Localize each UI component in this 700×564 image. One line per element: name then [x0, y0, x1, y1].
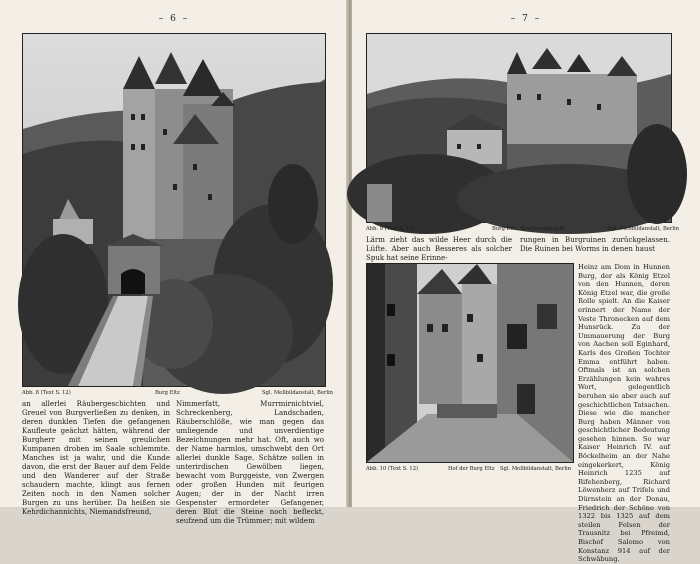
text-top-right: [520, 235, 670, 253]
text-column-2-paragraph: Nimmerfatt, Murrmirnichtviel, Schreckenberg, Landschaden, Räuberschlöße, wie man gegen das umliegende und unverdientige Bezeichnungen mehr hat. Oft, auch wo der Name harmlos, umschwebt den Ort allerlei dunkle Sage. Schätze sollen in unterirdischen Gewölben liegen, bewacht vom Burggeiste, von Zwergen oder großen Hunden mit feurigen Augen; der in der Nacht irren Gespenster ermordeter Gefangener, deren Blut die Steine noch befleckt, seufzend um die Trümmer; mit wildem: [176, 399, 324, 525]
text-top-left: [366, 235, 512, 262]
page-number: – 6 –: [158, 14, 190, 24]
figure-top-caption-number: Abb. 9 (Text S. 12): [366, 226, 415, 232]
text-column-1-paragraph: an allerlei Räubergeschichten und Greuel von Burgverließen zu denken, in deren dunklen Tiefen die gefangenen Kaufleute geächzt hätten, während der Burgherr mit seinen greulichen Kumpanen droben im Saale schlemmte. Manches ist ja wahr, und die Kunde davon, die erst der Bauer auf dem Felde und den Wanderer auf der Straße schaudern machte, klingt aus fernen Zeiten noch in den Namen solcher Burgen zu uns herüber. Da heißen sie Kehrdichannichts, Niemandsfreund,: [22, 399, 170, 516]
right-page: [352, 0, 700, 564]
text-top-left-paragraph: Lärm zieht das wilde Heer durch die Lüfte. Aber auch Besseres als solcher Spuk hat seine Erinne-: [366, 235, 512, 262]
page-number: – 7 –: [510, 14, 542, 24]
castle-photo-image: [23, 34, 325, 386]
text-top-right-paragraph: rungen in Burgruinen zurückgelassen. Die Ruinen bei Worms in denen haust: [520, 235, 670, 253]
text-column-1: [22, 399, 170, 516]
figure-top-caption-credit: Sgl. Meßbildanstalt, Berlin: [608, 226, 679, 232]
figure-bottom-caption-credit: Sgl. Meßbildanstalt, Berlin: [500, 466, 571, 472]
text-side-column-paragraph: Heinz am Dom in Hunnen Burg, der als König Etzel von den Hunnen, deren König Etzel war, die große Rolle spielt. An die Kaiser erinnert der Name der Veste Thronecken auf dem Hunsrück. Zu der Ummauerung der Burg von Aachen soll Eginhard, Karls des Großen Tochter Emma entführt haben. Oftmals ist an solchen Erzählungen kein wahres Wort, gelegentlich beruhen sie aber auch auf geschichtlichen Tatsachen. Diese wie die mancher Burg haben Männer von geschichtlicher Bedeutung gesehen hinnen. So war Kaiser Heinrich IV. auf Böckelheim an der Nahe eingekerkert, König Heinrich 1235 auf Rifehenberg, Richard Löwenherz auf Trifels und Dürnstein an der Donau, Friedrich der Schöne von 1322 bis 1325 auf dem steilen Felsen der Trausnitz bei Pfreimd, Bischof Salomo von Konstanz 914 auf der Schwäbung.: [578, 263, 670, 564]
text-side-column: [578, 263, 670, 564]
castle-photo: [22, 33, 326, 387]
figure-caption-credit: Sgl. Meßbildanstalt, Berlin: [262, 390, 333, 396]
figure-caption-title: Burg Eltz: [155, 390, 180, 396]
figure-top-caption-title: Burg Eltz, Nordwestansicht: [492, 226, 565, 232]
figure-bottom-caption-number: Abb. 10 (Text S. 12): [366, 466, 419, 472]
castle-northwest-image: [367, 34, 671, 222]
figure-bottom-caption-title: Hof der Burg Eltz: [448, 466, 495, 472]
figure-caption-number: Abb. 8 (Text S. 12): [22, 390, 71, 396]
castle-courtyard-photo: [366, 263, 574, 463]
castle-courtyard-image: [367, 264, 573, 462]
left-page: [0, 0, 348, 525]
text-column-2: [176, 399, 324, 525]
castle-northwest-photo: [366, 33, 672, 223]
